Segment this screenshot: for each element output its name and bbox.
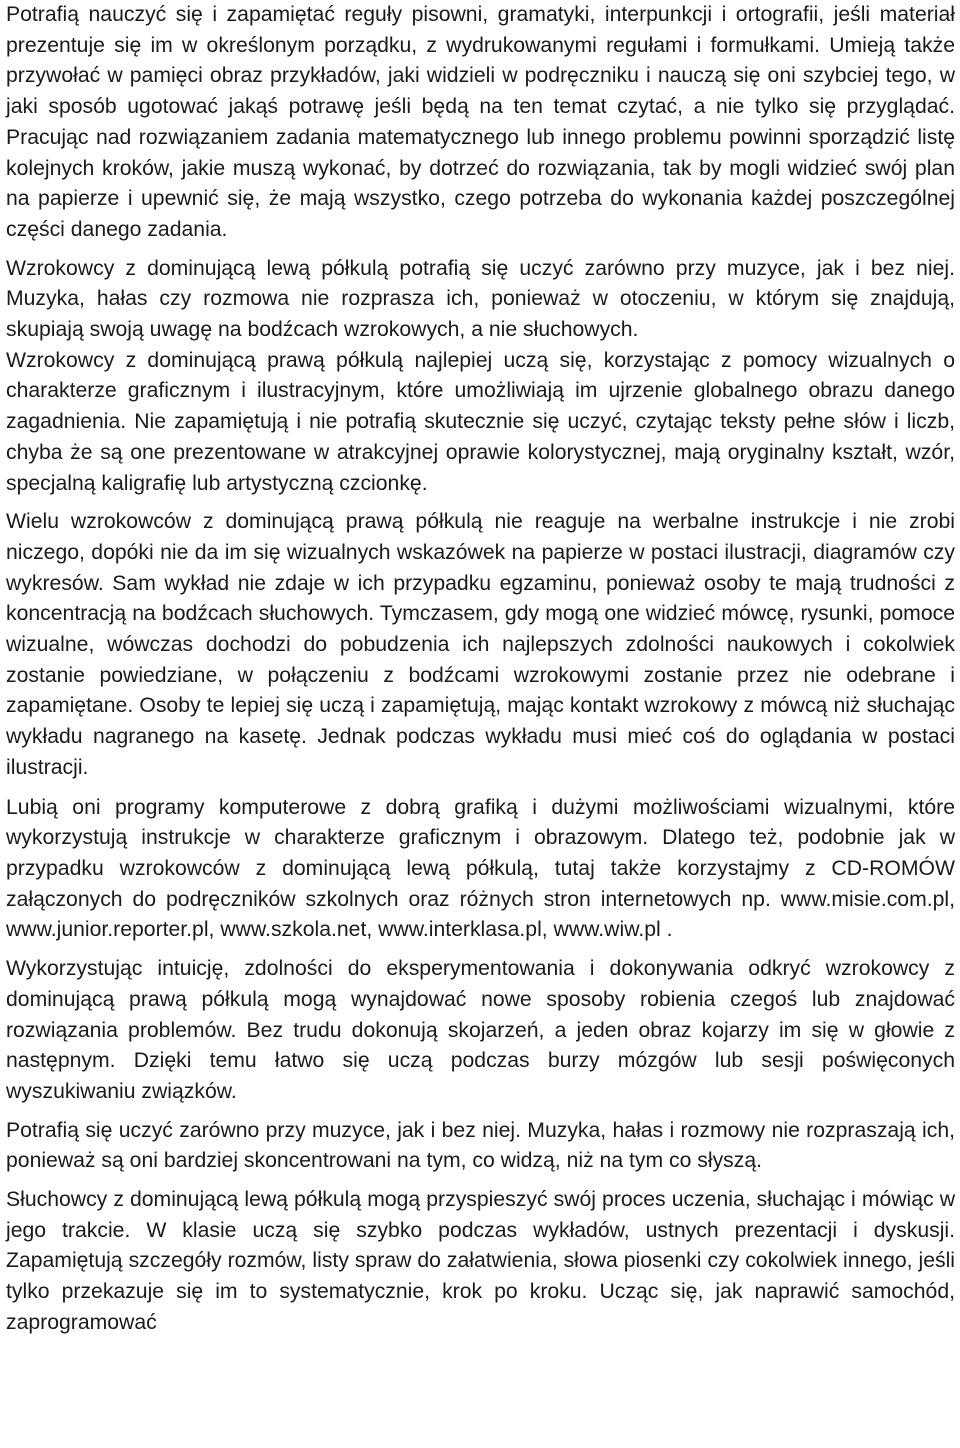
paragraph-5: Lubią oni programy komputerowe z dobrą grafiką i dużymi możliwościami wizualnymi, które wykorzystują instrukcje w charakterze graficznym i obrazowym. Dlatego też, podobnie jak w przypadku wzrokowców z dominującą lewą półkulą, tutaj także korzystajmy z CD-ROMÓW załączonych do podręczników szkolnych oraz różnych stron internetowych np. www.misie.com.pl, www.junior.reporter.pl, www.szkola.net, www.interklasa.pl, www.wiw.pl . (6, 795, 955, 942)
paragraph-4: Wielu wzrokowców z dominującą prawą półkulą nie reaguje na werbalne instrukcje i nie zrobi niczego, dopóki nie da im się wizualnych wskazówek na papierze w postaci ilustracji, diagramów czy wykresów. Sam wykład nie zdaje w ich przypadku egzaminu, ponieważ osoby te mają trudności z koncentracją na bodźcach słuchowych. Tymczasem, gdy mogą one widzieć mówcę, rysunki, pomoce wizualne, wówczas dochodzi do pobudzenia ich najlepszych zdolności naukowych i cokolwiek zostanie powiedziane, w połączeniu z bodźcami wzrokowymi zostanie przez nie odebrane i zapamiętane. Osoby te lepiej się uczą i zapamiętują, mając kontakt wzrokowy z mówcą niż słuchając wykładu nagranego na kasetę. Jednak podczas wykładu musi mieć coś do oglądania w postaci ilustracji. (6, 510, 955, 779)
paragraph-3: Wzrokowcy z dominującą prawą półkulą najlepiej uczą się, korzystając z pomocy wizualnych o charakterze graficznym i ilustracyjnym, które umożliwiają im ujrzenie globalnego obrazu danego zagadnienia. Nie zapamiętują i nie potrafią skutecznie się uczyć, czytając teksty pełne słów i liczb, chyba że są one prezentowane w atrakcyjnej oprawie kolorystycznej, mają oryginalny kształt, wzór, specjalną kaligrafię lub artystyczną czcionkę. (6, 348, 955, 495)
paragraph-8: Słuchowcy z dominującą lewą półkulą mogą przyspieszyć swój proces uczenia, słuchając i mówiąc w jego trakcie. W klasie uczą się szybko podczas wykładów, ustnych prezentacji i dyskusji. Zapamiętują szczegóły rozmów, listy spraw do załatwienia, słowa piosenki czy cokolwiek innego, jeśli tylko przekazuje się im to systematycznie, krok po kroku. Ucząc się, jak naprawić samochód, zaprogramować (6, 1188, 955, 1334)
paragraph-1: Potrafią nauczyć się i zapamiętać reguły pisowni, gramatyki, interpunkcji i ortografii, jeśli materiał prezentuje się im w określonym porządku, z wydrukowanymi regułami i formułkami. Umieją także przywołać w pamięci obraz przykładów, jaki widzieli w podręczniku i nauczą się oni szybciej tego, w jaki sposób ugotować jakąś potrawę jeśli będą na ten temat czytać, a nie tylko się przyglądać. Pracując nad rozwiązaniem zadania matematycznego lub innego problemu powinni sporządzić listę kolejnych kroków, jakie muszą wykonać, by dotrzeć do rozwiązania, tak by mogli widzieć swój plan na papierze i upewnić się, że mają wszystko, czego potrzeba do wykonania każdej poszczególnej części danego zadania. (6, 3, 955, 241)
paragraph-7: Potrafią się uczyć zarówno przy muzyce, jak i bez niej. Muzyka, hałas i rozmowy nie rozpraszają ich, ponieważ są oni bardziej skoncentrowani na tym, co widzą, niż na tym co słyszą. (6, 1118, 955, 1173)
document-page (6, 0, 955, 1339)
paragraph-2: Wzrokowcy z dominującą lewą półkulą potrafią się uczyć zarówno przy muzyce, jak i bez niej. Muzyka, hałas czy rozmowa nie rozprasza ich, ponieważ w otoczeniu, w którym się znajdują, skupiają swoją uwagę na bodźcach wzrokowych, a nie słuchowych. (6, 256, 955, 342)
paragraph-6: Wykorzystując intuicję, zdolności do eksperymentowania i dokonywania odkryć wzrokowcy z dominującą prawą półkulą mogą wynajdować nowe sposoby robienia czegoś lub znajdować rozwiązania problemów. Bez trudu dokonują skojarzeń, a jeden obraz kojarzy im się w głowie z następnym. Dzięki temu łatwo się uczą podczas burzy mózgów lub sesji poświęconych wyszukiwaniu związków. (6, 957, 955, 1103)
